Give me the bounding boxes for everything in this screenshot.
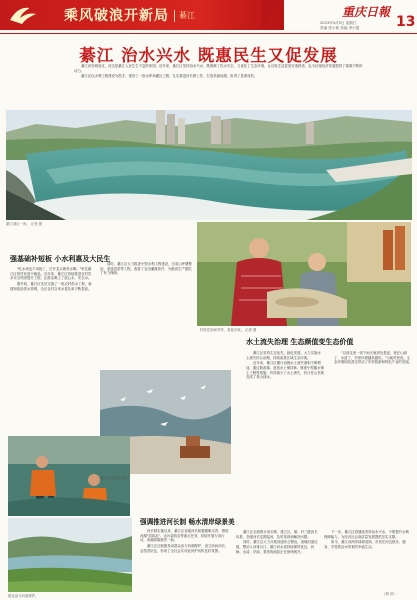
section-2-paragraph: "以前这里一到下雨天就到处是泥，现在山绿了、水清了，村里环境越来越好。"当地村民说。生态环境的改善还带动了乡村旅游和特色产业的发展。 xyxy=(334,351,412,365)
issue-editors: 责编 张小莉 美编 李小霞 xyxy=(320,26,360,30)
header-rule xyxy=(0,33,417,34)
section-1-paragraph: 同时，綦江区大力推进小型水利工程建设，完成山坪塘整治、渠道清淤等工程，改善了农田灌溉条件，为粮食生产提供了有力保障。 xyxy=(100,262,192,276)
section-4-column-2 xyxy=(324,530,412,551)
issue-meta xyxy=(320,21,359,31)
banner-title: 乘风破浪开新局 xyxy=(64,8,169,24)
section-2 xyxy=(246,337,353,347)
lead-paragraph: 綦江河穿城而过，河边是綦江人民生生不息的家园。近年来，綦江区坚持治水兴水，既保障了饮水安全，又优化了生态环境，让百姓生活更加安逸舒适，也为区域经济发展提供了源源不断的动力。 xyxy=(74,64,363,73)
section-2-column-2 xyxy=(334,351,412,366)
section-3-paragraph: 如今，綦江河两岸绿树成荫，市民在河边散步、健身，享受着治水带来的幸福生活。 xyxy=(324,540,406,549)
lead-paragraphs xyxy=(74,64,364,80)
lead-paragraph: 綦江区以水利工程建设为抓手，建设了一批水库和灌区工程，扎实推进河长制工作，打造美丽河湖，取得了显著成效。 xyxy=(81,74,258,79)
section-1-paragraph: "吃水再也不用挑了，打开龙头就有水喝。"家住綦江区的村民高兴地说。近年来，綦江区持续推进农村饮水安全巩固提升工程，让群众喝上了放心水、安全水。 xyxy=(10,267,92,281)
section-3-title: 强调推进河长制 畅水清岸绿景美 xyxy=(140,518,235,526)
section-1 xyxy=(10,254,111,292)
section-2-paragraph: 綦江区坚持生态优先、绿色发展，大力实施水土流失综合治理，持续改善区域生态环境。 xyxy=(246,351,321,360)
section-4-column-1 xyxy=(236,530,318,555)
headline: 綦江 治水兴水 既惠民生又促发展 xyxy=(79,46,338,65)
page-number: 13 xyxy=(396,14,416,30)
banner-divider xyxy=(174,10,175,22)
photo-caption-river: 綦江河面碧波荡漾。 xyxy=(100,476,131,480)
section-1-title: 强基础补短板 小水利惠及大民生 xyxy=(10,255,111,263)
section-2-paragraph: 近年来，綦江区累计治理水土流失面积不断增加，通过坡改梯、营造水土保持林、修建小型蓄水保土工程等措施，有效减少了水土流失，昔日荒山荒坡变成了青山绿水。 xyxy=(246,361,324,380)
main-photo-river-city xyxy=(6,110,412,220)
main-photo-caption: 綦江城区一角。 记者 摄 xyxy=(6,222,43,226)
section-4-paragraph: 綦江区全面推行河长制，建立区、镇、村三级河长体系，各级河长定期巡河，及时发现和解决问题。 xyxy=(236,530,318,539)
section-3-paragraph: 綦江区还积极发动群众参与河湖保护，设立民间河长、志愿者队伍，形成了全社会共同爱河护河的良好氛围。 xyxy=(140,543,229,553)
section-2-title: 水土流失治理 生态颜值变生态价值 xyxy=(246,338,354,346)
banner-fold xyxy=(262,0,284,30)
byline: （刘 洋） xyxy=(382,592,397,596)
section-2-column-1 xyxy=(246,351,324,381)
newspaper-name: 重庆日報 xyxy=(342,5,391,19)
photo-villagers-harvest xyxy=(197,222,411,326)
banner-subtitle: 綦江 xyxy=(179,11,195,20)
section-4-paragraph: 下一步，綦江区将继续坚持治水兴水，不断提升水利保障能力，为经济社会高质量发展提供坚实支撑。 xyxy=(324,530,409,539)
photo-caption-people: 群众参与河道保护。 xyxy=(8,594,39,598)
section-1-paragraph: 据介绍，綦江区先后实施了一批农村供水工程，新建和改造供水管网，全区农村自来水普及率不断提高。 xyxy=(10,281,92,291)
photo-green-riverbank xyxy=(8,518,132,592)
section-3-paragraph: 河长制实施以来，綦江区各级河长积极履职尽责，围绕河湖"清四乱"、水污染防治等重点任务，持续开展专项行动，河湖面貌焕然一新。 xyxy=(140,529,229,543)
bird-logo-icon xyxy=(8,4,38,26)
section-1-column-2 xyxy=(100,262,194,277)
issue-date: 2023年3月5日 星期日 xyxy=(320,21,357,25)
photo-caption-harvest: 村民在田间劳作，喜迎丰收。 记者 摄 xyxy=(200,328,257,332)
section-4-paragraph: 同时，綦江区大力开展河道综合整治，清理河道垃圾，整治入河排污口，綦江河水质持续保持优良，河畅、水清、岸绿、景美的画卷正在徐徐展开。 xyxy=(236,540,318,554)
section-3 xyxy=(140,516,235,554)
